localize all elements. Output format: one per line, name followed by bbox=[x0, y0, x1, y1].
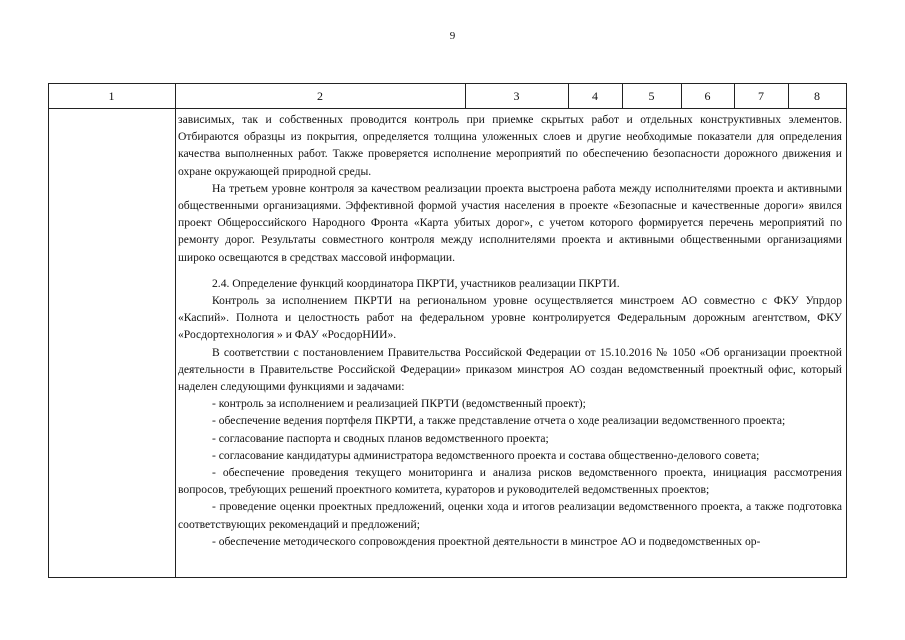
table-top-border bbox=[48, 83, 847, 84]
list-item: - обеспечение проведения текущего мониторинга и анализа рисков ведомственного проекта, инициация рассмотрения вопросов, требующих решений проектного комитета, кураторов и руководителей ведомственных проектов; bbox=[178, 466, 842, 497]
table-right-border bbox=[846, 83, 847, 577]
table-header-bottom-border bbox=[48, 108, 847, 109]
header-col-5: 5 bbox=[648, 89, 655, 103]
table-bottom-border bbox=[48, 577, 847, 578]
table-left-border bbox=[48, 83, 49, 577]
list-item: - обеспечение методического сопровождения проектной деятельности в минстрое АО и подведомственных ор- bbox=[212, 534, 761, 548]
header-col-7: 7 bbox=[758, 89, 764, 103]
header-col-1: 1 bbox=[108, 89, 115, 103]
header-col-6: 6 bbox=[704, 89, 711, 103]
header-col-4: 4 bbox=[592, 89, 598, 103]
body-text bbox=[178, 111, 842, 550]
paragraph: зависимых, так и собственных проводится контроль при приемке скрытых работ и отдельных конструктивных элементов. Отбираются образцы из покрытия, определяется толщина уложенных слоев и другие необходимые показатели для определения качества выполненных работ. Также проверяется исполнение мероприятий по обеспечению безопасности дорожного движения и охране окружающей природной среды. bbox=[178, 113, 842, 178]
column-divider bbox=[175, 83, 176, 577]
paragraph: Контроль за исполнением ПКРТИ на региональном уровне осуществляется минстроем АО совместно с ФКУ Упрдор «Каспий». Полнота и целостность работ на федеральном уровне контролируется Федеральным дорожным агентством, ФКУ «Росдортехнология » и ФАУ «РосдорНИИ». bbox=[178, 294, 842, 342]
list-item: - согласование кандидатуры администратора ведомственного проекта и состава общественно-делового совета; bbox=[212, 448, 760, 462]
list-item: - контроль за исполнением и реализацией ПКРТИ (ведомственный проект); bbox=[212, 397, 586, 411]
paragraph: В соответствии с постановлением Правительства Российской Федерации от 15.10.2016 № 1050 «Об организации проектной деятельности в Правительстве Российской Федерации» приказом минстроя АО создан ведомственный проектный офис, который наделен следующими функциями и задачами: bbox=[178, 345, 842, 394]
list-item: - согласование паспорта и сводных планов ведомственного проекта; bbox=[212, 431, 549, 445]
page-number: 9 bbox=[449, 30, 456, 42]
header-col-3: 3 bbox=[513, 89, 520, 103]
list-item: - проведение оценки проектных предложений, оценки хода и итогов реализации ведомственного проекта, а также подготовка соответствующих рекомендаций и предложений; bbox=[178, 500, 842, 531]
list-item: - обеспечение ведения портфеля ПКРТИ, а также представление отчета о ходе реализации ведомственного проекта; bbox=[212, 414, 786, 428]
section-heading: 2.4. Определение функций координатора ПКРТИ, участников реализации ПКРТИ. bbox=[212, 276, 620, 290]
header-col-2: 2 bbox=[317, 89, 323, 103]
paragraph: На третьем уровне контроля за качеством реализации проекта выстроена работа между исполнителями проекта и активными общественными организациями. Эффективной формой участия населения в проекте «Безопасные и качественные дороги» явился проект Общероссийского Народного Фронта «Карта убитых дорог», с учетом которого формируется перечень мероприятий по ремонту дорог. Результаты совместного контроля между исполнителями проекта и активными общественными организациями широко освещаются в средствах массовой информации. bbox=[178, 181, 842, 264]
header-col-8: 8 bbox=[814, 89, 820, 103]
